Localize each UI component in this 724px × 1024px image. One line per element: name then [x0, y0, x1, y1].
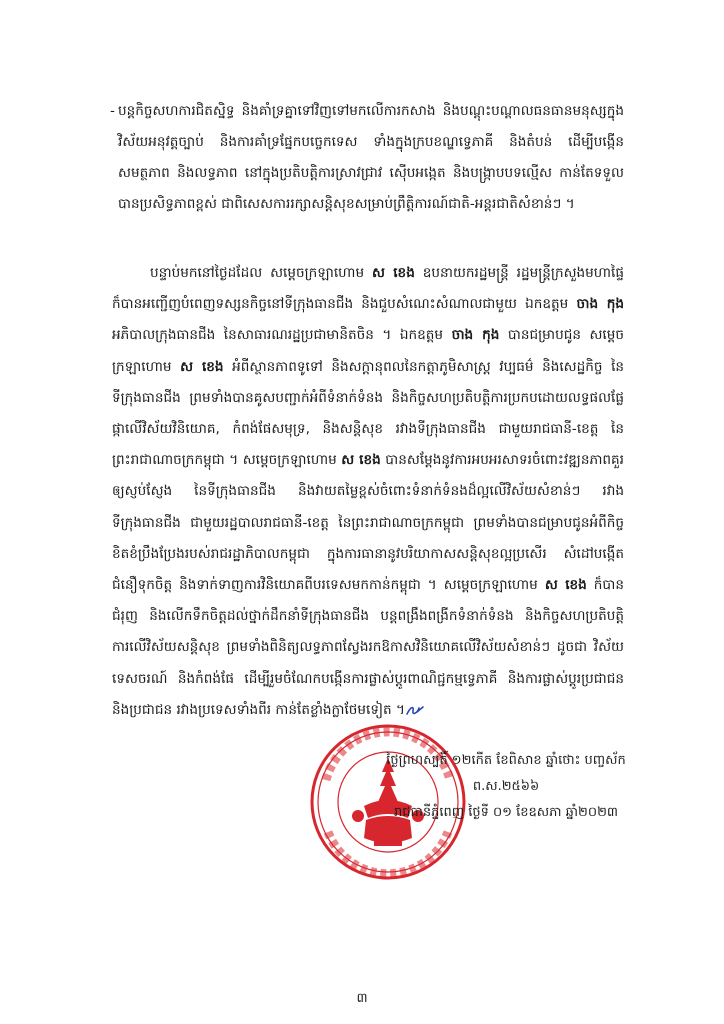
paragraph-text-5: អំពីស្ថានភាពទូទៅ និងសក្តានុពលនៃកត្តាភូមិសាស្ត្រ វប្បធម៌ និងសេដ្ឋកិច្ច នៃទីក្រុងធានជីង ព្រមទាំងបានគូសបញ្ជាក់អំពីទំនាក់ទំនង និងកិច្ចសហប្រតិបត្តិការប្រកបដោយលទ្ធផលផ្លែផ្កាលើវិស័យវិនិយោគ, កំពង់ផែសមុទ្រ, និងសន្តិសុខ រវាងទីក្រុងធានជីង ជាមួយរាជធានី-ខេត្ត នៃព្រះរាជាណាចក្រកម្ពុជា ។ សម្តេចក្រឡាហោម [112, 358, 625, 469]
bullet-dash: - [110, 103, 115, 119]
bullet-paragraph [110, 96, 624, 220]
main-paragraph [112, 258, 624, 726]
lunar-date: ថ្ងៃព្រហស្បតិ៍ ១២កើត ខែពិសាខ ឆ្នាំថោះ បញ្ចស័ក ព.ស.២៥៦៦ [386, 753, 626, 794]
paragraph-text-2: ឧបនាយករដ្ឋមន្ត្រី រដ្ឋមន្ត្រីក្រសួងមហាផ្ទៃ ក៏បានអញ្ជើញបំពេញទស្សនកិច្ចនៅទីក្រុងធានជីង និងជួបសំណេះសំណាលជាមួយ ឯកឧត្តម [112, 265, 624, 313]
name-sar-kheng-4: ស ខេង [544, 577, 587, 594]
name-chang-kong-1: ចាង កុង [576, 296, 624, 313]
paragraph-text-7: ក៏បានជំរុញ និងលើកទឹកចិត្តដល់ថ្នាក់ដឹកនាំទីក្រុងធានជីង បន្តពង្រឹងពង្រីកទំនាក់ទំនង និងកិច្ចសហប្រតិបត្តិការលើវិស័យសន្តិសុខ ព្រមទាំងពិនិត្យលទ្ធភាពស្វែងរកឱកាសវិនិយោគលើវិស័យសំខាន់ៗ ដូចជា វិស័យទេសចរណ៍ និងកំពង់ផែ ដើម្បីរួមចំណែកបង្កើនការផ្លាស់ប្តូរពាណិជ្ជកម្មទ្វេភាគី និងការផ្លាស់ប្តូរប្រជាជន និងប្រជាជន រវាងប្រទេសទាំងពីរ កាន់តែខ្លាំងក្លាថែមទៀត ។ [112, 577, 625, 718]
name-sar-kheng-1: ស ខេង [371, 265, 415, 281]
solar-date: រាជធានីភ្នំពេញ ថ្ងៃទី ០១ ខែឧសភា ឆ្នាំ២០២៣ [393, 805, 619, 820]
name-chang-kong-2: ចាង កុង [451, 327, 500, 344]
paragraph-text-4: បានជម្រាបជូន សម្តេចក្រឡាហោម [112, 327, 625, 375]
bullet-text: បន្តកិច្ចសហការជិតស្និទ្ធ និងគាំទ្រគ្នាទៅវិញទៅមកលើការកសាង និងបណ្តុះបណ្តាលធនធានមនុស្សក្នុងវិស័យអនុវត្តច្បាប់ និងការគាំទ្រផ្នែកបច្ចេកទេស ទាំងក្នុងក្របខណ្ឌទ្វេភាគី និងតំបន់ ដើម្បីបង្កើនសមត្ថភាព និងលទ្ធភាព នៅក្នុងប្រតិបត្តិការស្រាវជ្រាវ ស៊ើបអង្កេត និងបង្ក្រាបបទល្មើស កាន់តែទទួលបានប្រសិទ្ធភាពខ្ពស់ ជាពិសេសការរក្សាសន្តិសុខសម្រាប់ព្រឹត្តិការណ៍ជាតិ-អន្តរជាតិសំខាន់ៗ ។ [118, 103, 624, 212]
signature-mark-icon [405, 703, 425, 717]
paragraph-text-3: អភិបាលក្រុងធានជីង នៃសាធារណរដ្ឋប្រជាមានិតចិន ។ ឯកឧត្តម [112, 327, 452, 344]
page-number: ៣ [356, 991, 368, 1006]
name-sar-kheng-3: ស ខេង [341, 452, 381, 469]
paragraph-text-6: បានសម្តែងនូវការអបអរសាទរចំពោះវឌ្ឍនភាពគួរឲ្យស្ញប់ស្ញែង នៃទីក្រុងធានជីង និងវាយតម្លៃខ្ពស់ចំពោះទំនាក់ទំនងដ៏ល្អលើវិស័យសំខាន់ៗ រវាងទីក្រុងធានជីង ជាមួយរដ្ឋបាលរាជធានី-ខេត្ត នៃព្រះរាជាណាចក្រកម្ពុជា ព្រមទាំងបានជម្រាបជូនអំពីកិច្ចខិតខំប្រឹងប្រែងរបស់រាជរដ្ឋាភិបាលកម្ពុជា ក្នុងការធានានូវបរិយាកាសសន្តិសុខល្អប្រសើរ សំដៅបង្កើតជំនឿទុកចិត្ត និងទាក់ទាញការវិនិយោគពីបរទេសមកកាន់កម្ពុជា ។ សម្តេចក្រឡាហោម [112, 452, 624, 594]
paragraph-text-1: បន្ទាប់មកនៅថ្ងៃដដែល សម្តេចក្រឡាហោម [150, 265, 372, 281]
name-sar-kheng-2: ស ខេង [180, 358, 224, 375]
date-block [356, 748, 656, 826]
